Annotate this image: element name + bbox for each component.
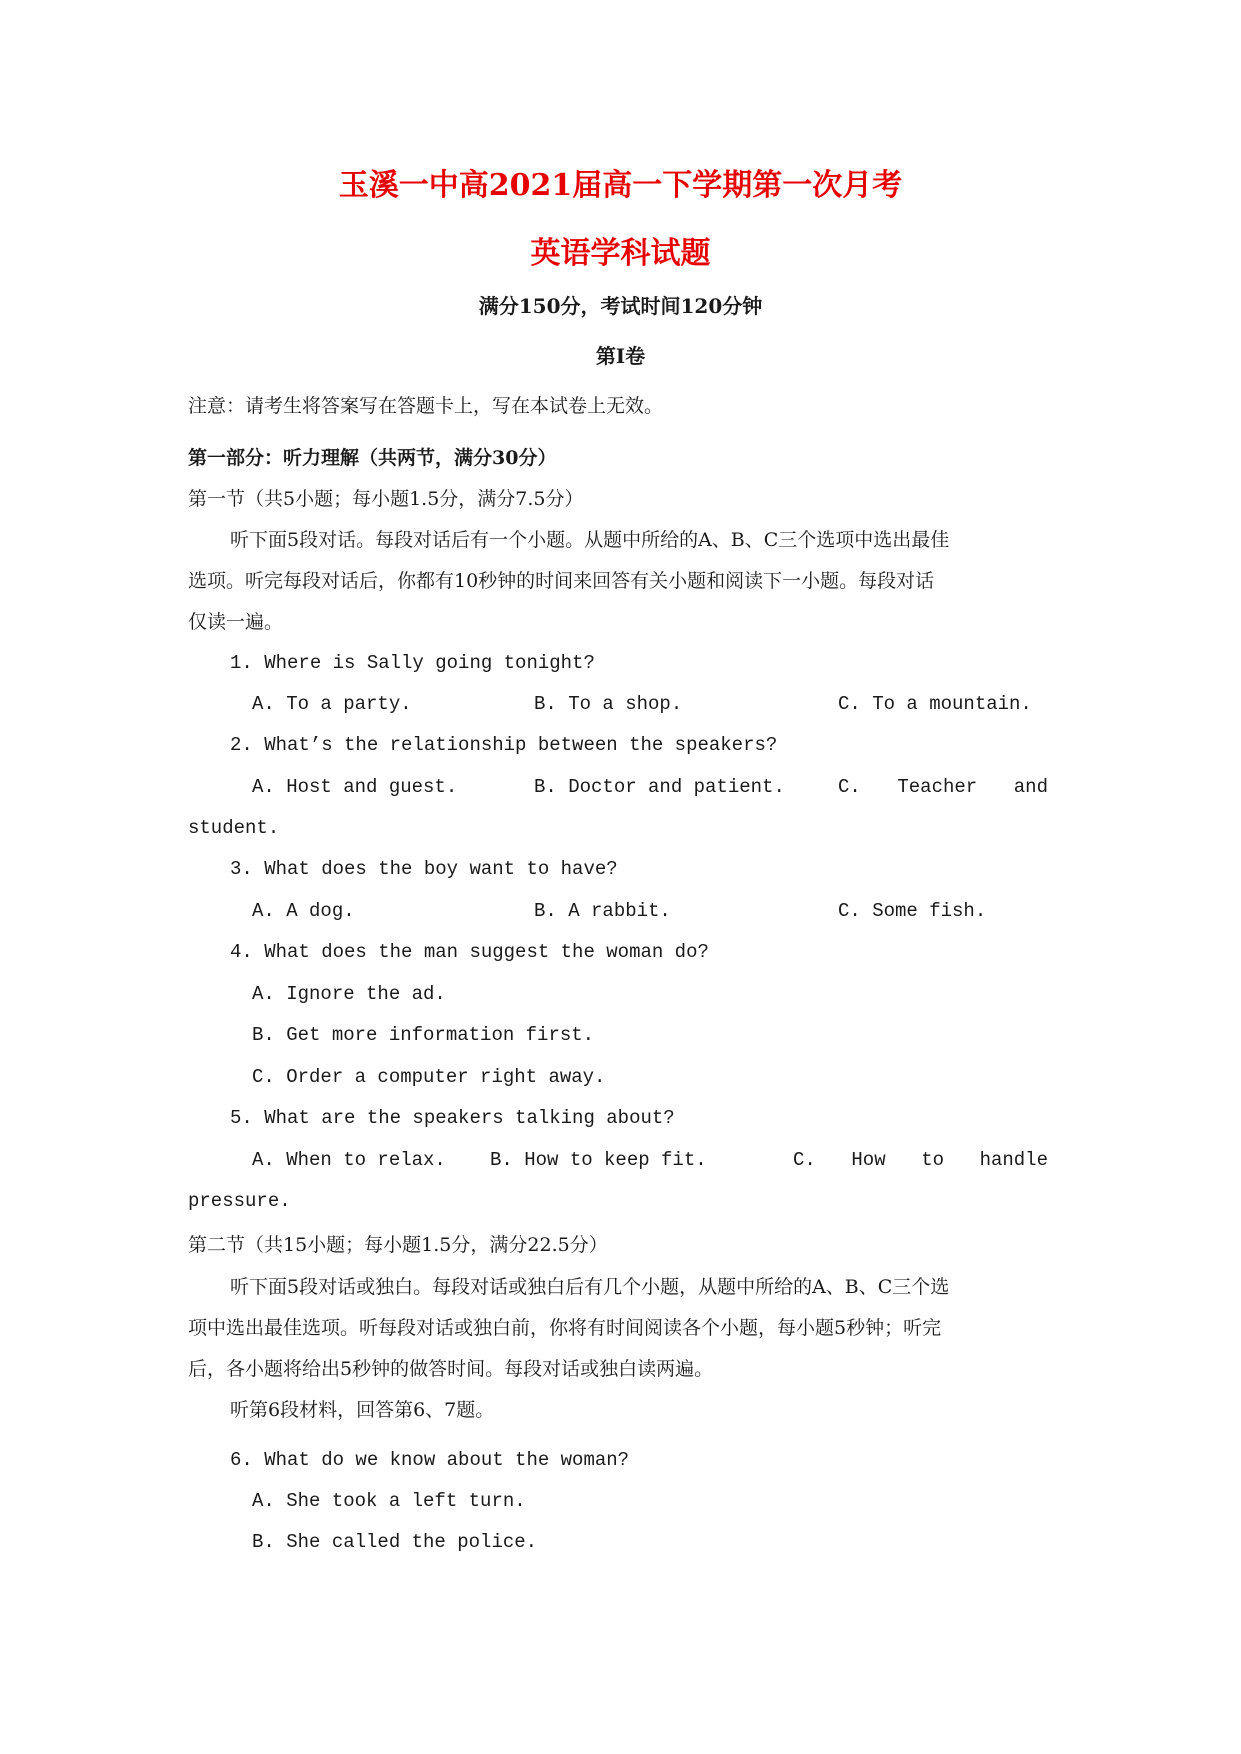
question-3-option-b: B. A rabbit. xyxy=(534,900,671,922)
exam-title: 玉溪一中高2021届高一下学期第一次月考 xyxy=(338,168,903,203)
notice: 注意：请考生将答案写在答题卡上，写在本试卷上无效。 xyxy=(188,395,664,417)
question-6-option-b: B. She called the police. xyxy=(252,1531,538,1553)
option-word: C. xyxy=(838,776,861,798)
exam-subject: 英语学科试题 xyxy=(530,236,711,271)
question-4-stem: 4. What does the man suggest the woman do? xyxy=(230,941,709,963)
part1-heading: 第一部分：听力理解（共两节，满分30分） xyxy=(188,447,557,469)
option-word: C. xyxy=(793,1149,816,1171)
question-1-option-c: C. To a mountain. xyxy=(838,693,1032,715)
question-5-option-c xyxy=(793,1149,1048,1171)
option-word: handle xyxy=(979,1149,1048,1171)
question-3-stem: 3. What does the boy want to have? xyxy=(230,858,618,880)
material-6-label: 听第6段材料，回答第6、7题。 xyxy=(230,1399,495,1421)
question-1-stem: 1. Where is Sally going tonight? xyxy=(230,652,595,674)
question-2-stem: 2. What’s the relationship between the speakers? xyxy=(230,734,778,756)
question-6-stem: 6. What do we know about the woman? xyxy=(230,1449,630,1471)
question-5-option-b: B. How to keep fit. xyxy=(490,1149,707,1171)
question-2-option-c xyxy=(838,776,1048,798)
option-word: Teacher xyxy=(897,776,978,798)
section1-instruction-line: 听下面5段对话。每段对话后有一个小题。从题中所给的A、B、C三个选项中选出最佳 xyxy=(230,529,950,551)
question-4-option-c: C. Order a computer right away. xyxy=(252,1066,606,1088)
question-6-option-a: A. She took a left turn. xyxy=(252,1490,526,1512)
question-1-option-b: B. To a shop. xyxy=(534,693,683,715)
section2-heading: 第二节（共15小题；每小题1.5分，满分22.5分） xyxy=(188,1234,608,1256)
option-word: How xyxy=(851,1149,886,1171)
section1-heading: 第一节（共5小题；每小题1.5分，满分7.5分） xyxy=(188,488,584,510)
question-3-option-c: C. Some fish. xyxy=(838,900,987,922)
volume-label: 第Ⅰ卷 xyxy=(595,344,646,368)
option-word: and xyxy=(1013,776,1048,798)
section2-instruction-line: 听下面5段对话或独白。每段对话或独白后有几个小题，从题中所给的A、B、C三个选 xyxy=(230,1276,950,1298)
question-5-stem: 5. What are the speakers talking about? xyxy=(230,1107,675,1129)
question-5-option-c-continuation: pressure. xyxy=(188,1190,291,1212)
question-4-option-b: B. Get more information first. xyxy=(252,1024,595,1046)
question-4-option-a: A. Ignore the ad. xyxy=(252,983,446,1005)
section1-instruction-line: 选项。听完每段对话后，你都有10秒钟的时间来回答有关小题和阅读下一小题。每段对话 xyxy=(188,570,935,592)
section2-instruction-line: 后，各小题将给出5秒钟的做答时间。每段对话或独白读两遍。 xyxy=(188,1358,714,1380)
question-2-option-a: A. Host and guest. xyxy=(252,776,458,798)
option-word: to xyxy=(921,1149,944,1171)
section1-instruction-line: 仅读一遍。 xyxy=(188,611,284,633)
question-2-option-b: B. Doctor and patient. xyxy=(534,776,785,798)
section2-instruction-line: 项中选出最佳选项。听每段对话或独白前，你将有时间阅读各个小题，每小题5秒钟；听完 xyxy=(188,1317,942,1339)
question-3-option-a: A. A dog. xyxy=(252,900,355,922)
question-2-option-c-continuation: student. xyxy=(188,817,280,839)
question-5-option-a: A. When to relax. xyxy=(252,1149,446,1171)
score-line: 满分150分，考试时间120分钟 xyxy=(478,294,763,318)
question-1-option-a: A. To a party. xyxy=(252,693,412,715)
